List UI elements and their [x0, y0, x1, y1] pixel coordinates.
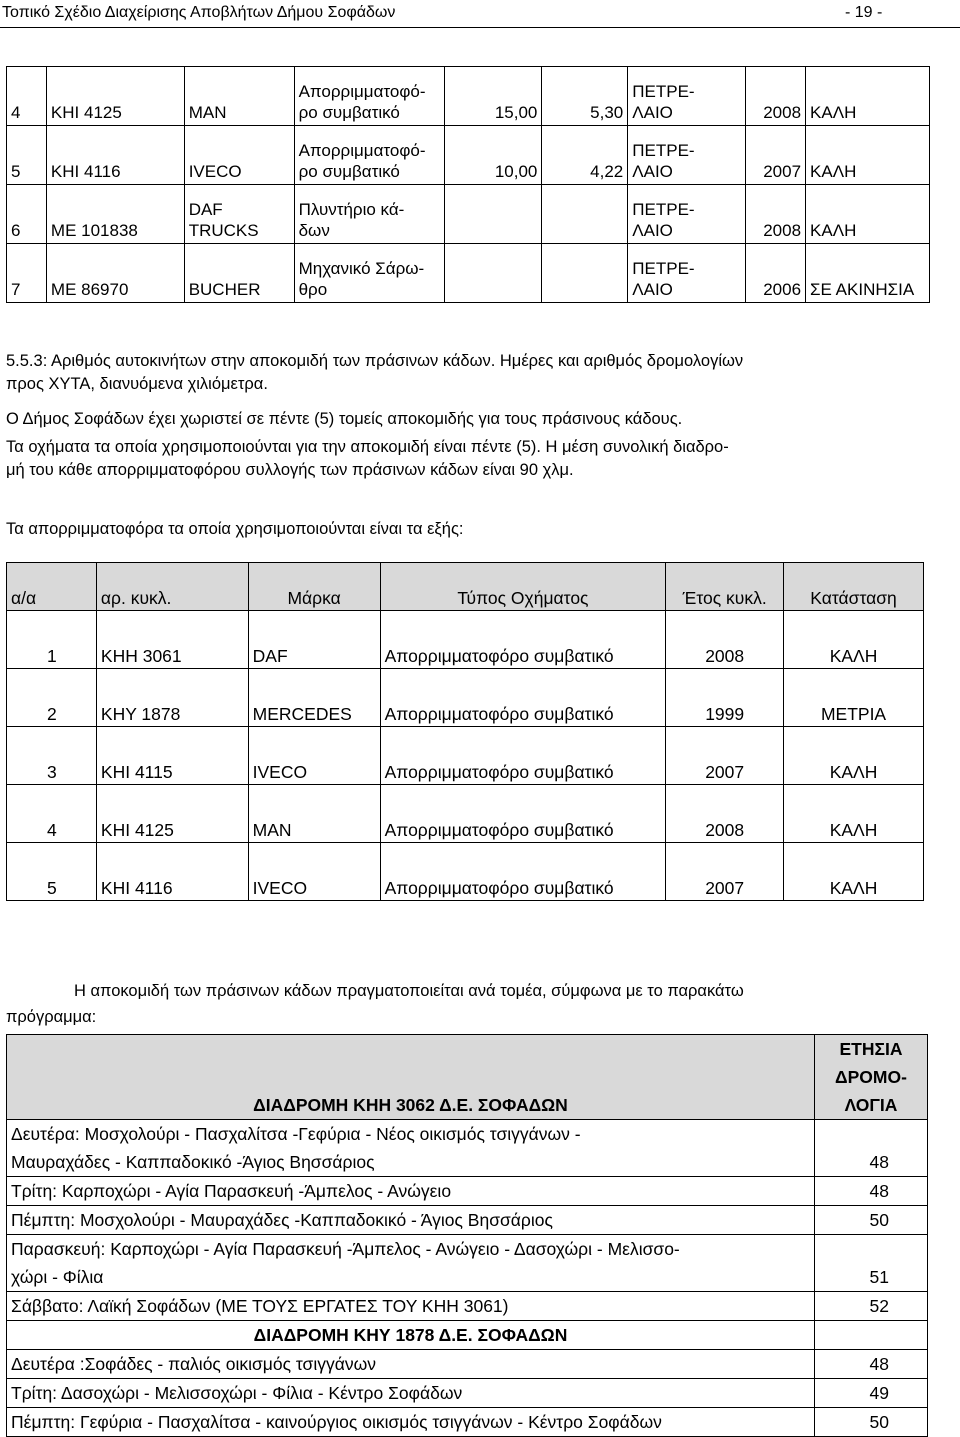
table-cell: Απορριμματοφόρο συμβατικό — [380, 669, 666, 727]
table-cell: IVECO — [248, 843, 380, 901]
column-header: α/α — [7, 563, 97, 611]
schedule-row — [7, 1292, 928, 1321]
table-row — [7, 727, 924, 785]
page-header — [0, 0, 960, 36]
table-cell: 6 — [7, 185, 47, 244]
schedule-route: Τρίτη: Δασοχώρι - Μελισσοχώρι - Φίλια - Κέντρο Σοφάδων — [7, 1379, 815, 1408]
table-cell: ΚΗΥ 1878 — [96, 669, 248, 727]
schedule-table — [6, 1034, 928, 1437]
table-cell: 10,00 — [444, 126, 542, 185]
table-row — [7, 843, 924, 901]
table-cell: 1999 — [666, 669, 784, 727]
table-cell: MERCEDES — [248, 669, 380, 727]
table-cell: 2007 — [746, 126, 806, 185]
garbage-trucks-table — [6, 562, 924, 901]
schedule-count: 49 — [815, 1379, 928, 1408]
table-cell: 4 — [7, 67, 47, 126]
table-cell: Πλυντήριο κά- δων — [294, 185, 444, 244]
schedule-route: Τρίτη: Καρποχώρι - Αγία Παρασκευή -Άμπελος - Ανώγειο — [7, 1177, 815, 1206]
table-cell: 2008 — [666, 611, 784, 669]
table-row — [7, 126, 930, 185]
table-cell: DAF — [248, 611, 380, 669]
table-cell: 2006 — [746, 244, 806, 303]
table-cell: ΜΕ 101838 — [46, 185, 184, 244]
empty-cell — [815, 1321, 928, 1350]
table-cell: Απορριμματοφόρο συμβατικό — [380, 843, 666, 901]
schedule-count: 50 — [815, 1408, 928, 1437]
table-header-row — [7, 563, 924, 611]
table-cell: Απορριμματοφόρο συμβατικό — [380, 727, 666, 785]
table-cell — [542, 185, 628, 244]
table-cell: 2007 — [666, 843, 784, 901]
table-cell: Απορριμματοφόρο συμβατικό — [380, 785, 666, 843]
table-cell: 2007 — [666, 727, 784, 785]
table-cell — [444, 185, 542, 244]
table-cell: IVECO — [184, 126, 294, 185]
section-heading — [6, 350, 743, 396]
paragraph-trucks-intro: Τα απορριμματοφόρα τα οποία χρησιμοποιούνται είναι τα εξής: — [6, 520, 464, 538]
table-cell: ΚΑΛΗ — [784, 843, 924, 901]
schedule-row — [7, 1379, 928, 1408]
table-cell: ΜΕ 86970 — [46, 244, 184, 303]
schedule-row — [7, 1206, 928, 1235]
schedule-route: Δευτέρα: Μοσχολούρι - Πασχαλίτσα -Γεφύρια - Νέος οικισμός τσιγγάνων - Μαυραχάδες - Καππαδοκικό -Άγιος Βησσάριος — [7, 1120, 815, 1177]
table-cell: 4 — [7, 785, 97, 843]
schedule-count: 48 — [815, 1120, 928, 1177]
schedule-row — [7, 1235, 928, 1292]
table-cell: ΚΑΛΗ — [784, 785, 924, 843]
annual-routes-header: ΕΤΗΣΙΑ ΔΡΟΜΟ- ΛΟΓΙΑ — [815, 1035, 928, 1120]
table-cell: ΚΑΛΗ — [806, 67, 930, 126]
schedule-route: Δευτέρα :Σοφάδες - παλιός οικισμός τσιγγάνων — [7, 1350, 815, 1379]
schedule-count: 50 — [815, 1206, 928, 1235]
table-cell: 2008 — [666, 785, 784, 843]
table-cell: 5,30 — [542, 67, 628, 126]
table-cell: ΠΕΤΡΕ- ΛΑΙΟ — [628, 244, 746, 303]
table-cell: BUCHER — [184, 244, 294, 303]
column-header: Κατάσταση — [784, 563, 924, 611]
table-cell: Απορριμματοφό- ρο συμβατικό — [294, 126, 444, 185]
header-rule — [0, 27, 960, 28]
table-cell: 5 — [7, 843, 97, 901]
table-row — [7, 611, 924, 669]
table-cell: 2 — [7, 669, 97, 727]
paragraph-schedule-intro-2: πρόγραμμα: — [6, 1008, 97, 1026]
schedule-row — [7, 1408, 928, 1437]
table-cell: Απορριμματοφόρο συμβατικό — [380, 611, 666, 669]
route-title: ΔΙΑΔΡΟΜΗ ΚΗΥ 1878 Δ.Ε. ΣΟΦΑΔΩΝ — [7, 1321, 815, 1350]
schedule-route: Πέμπτη: Γεφύρια - Πασχαλίτσα - καινούργιος οικισμός τσιγγάνων - Κέντρο Σοφάδων — [7, 1408, 815, 1437]
table-cell: 1 — [7, 611, 97, 669]
table-cell — [444, 244, 542, 303]
table-row — [7, 244, 930, 303]
table-cell: IVECO — [248, 727, 380, 785]
table-row — [7, 67, 930, 126]
table-cell: 15,00 — [444, 67, 542, 126]
table-cell: ΚΗΙ 4125 — [46, 67, 184, 126]
schedule-route: Σάββατο: Λαϊκή Σοφάδων (ΜΕ ΤΟΥΣ ΕΡΓΑΤΕΣ ΤΟΥ ΚΗΗ 3061) — [7, 1292, 815, 1321]
schedule-row — [7, 1120, 928, 1177]
table-cell: ΚΗΙ 4116 — [46, 126, 184, 185]
table-row — [7, 669, 924, 727]
document-title: Τοπικό Σχέδιο Διαχείρισης Αποβλήτων Δήμου Σοφάδων — [2, 4, 396, 21]
table-cell: 3 — [7, 727, 97, 785]
table-cell: ΠΕΤΡΕ- ΛΑΙΟ — [628, 67, 746, 126]
schedule-count: 51 — [815, 1235, 928, 1292]
table-cell: 5 — [7, 126, 47, 185]
table-cell: ΜΑΝ — [184, 67, 294, 126]
schedule-count: 52 — [815, 1292, 928, 1321]
schedule-row — [7, 1350, 928, 1379]
table-cell: 4,22 — [542, 126, 628, 185]
table-cell: DAF TRUCKS — [184, 185, 294, 244]
table-cell: ΠΕΤΡΕ- ΛΑΙΟ — [628, 185, 746, 244]
paragraph-vehicles — [6, 436, 729, 482]
schedule-count: 48 — [815, 1177, 928, 1206]
table-cell: ΜΕΤΡΙΑ — [784, 669, 924, 727]
schedule-header-row — [7, 1035, 928, 1120]
schedule-route: Παρασκευή: Καρποχώρι - Αγία Παρασκευή -Άμπελος - Ανώγειο - Δασοχώρι - Μελισσο- χώρι - Φίλια — [7, 1235, 815, 1292]
table-cell: ΚΑΛΗ — [806, 185, 930, 244]
schedule-row — [7, 1177, 928, 1206]
column-header: Τύπος Οχήματος — [380, 563, 666, 611]
vehicles-table-continued — [6, 66, 930, 303]
column-header: Μάρκα — [248, 563, 380, 611]
paragraph-vehicles-line-1: Τα οχήματα τα οποία χρησιμοποιούνται για την αποκομιδή είναι πέντε (5). Η μέση συνολική διαδρο- — [6, 438, 729, 456]
schedule-count: 48 — [815, 1350, 928, 1379]
heading-line-1: 5.5.3: Αριθμός αυτοκινήτων στην αποκομιδή των πράσινων κάδων. Ημέρες και αριθμός δρομολογίων — [6, 352, 744, 370]
schedule-section-row — [7, 1321, 928, 1350]
table-cell: Μηχανικό Σάρω- θρο — [294, 244, 444, 303]
table-row — [7, 785, 924, 843]
heading-line-2: προς ΧΥΤΑ, διανυόμενα χιλιόμετρα. — [6, 375, 268, 393]
paragraph-sectors: Ο Δήμος Σοφάδων έχει χωριστεί σε πέντε (5) τομείς αποκομιδής για τους πράσινους κάδους. — [6, 410, 683, 428]
table-cell: ΚΑΛΗ — [806, 126, 930, 185]
table-cell: ΚΑΛΗ — [784, 727, 924, 785]
paragraph-vehicles-line-2: μή του κάθε απορριμματοφόρου συλλογής των πράσινων κάδων είναι 90 χλμ. — [6, 461, 574, 479]
table-cell: 2008 — [746, 185, 806, 244]
table-cell: ΚΗΙ 4115 — [96, 727, 248, 785]
schedule-route: Πέμπτη: Μοσχολούρι - Μαυραχάδες -Καππαδοκικό - Άγιος Βησσάριος — [7, 1206, 815, 1235]
table-cell: Απορριμματοφό- ρο συμβατικό — [294, 67, 444, 126]
table-cell — [542, 244, 628, 303]
column-header: αρ. κυκλ. — [96, 563, 248, 611]
column-header: Έτος κυκλ. — [666, 563, 784, 611]
table-cell: ΠΕΤΡΕ- ΛΑΙΟ — [628, 126, 746, 185]
table-cell: 7 — [7, 244, 47, 303]
table-cell: ΜΑΝ — [248, 785, 380, 843]
table-cell: ΚΗΙ 4125 — [96, 785, 248, 843]
paragraph-schedule-intro-1: Η αποκομιδή των πράσινων κάδων πραγματοποιείται ανά τομέα, σύμφωνα με το παρακάτω — [74, 982, 744, 1000]
table-row — [7, 185, 930, 244]
table-cell: ΚΗΙ 4116 — [96, 843, 248, 901]
page-number: - 19 - — [845, 4, 883, 21]
table-cell: 2008 — [746, 67, 806, 126]
table-cell: ΣΕ ΑΚΙΝΗΣΙΑ — [806, 244, 930, 303]
table-cell: ΚΗΗ 3061 — [96, 611, 248, 669]
table-cell: ΚΑΛΗ — [784, 611, 924, 669]
route-title: ΔΙΑΔΡΟΜΗ ΚΗΗ 3062 Δ.Ε. ΣΟΦΑΔΩΝ — [7, 1035, 815, 1120]
